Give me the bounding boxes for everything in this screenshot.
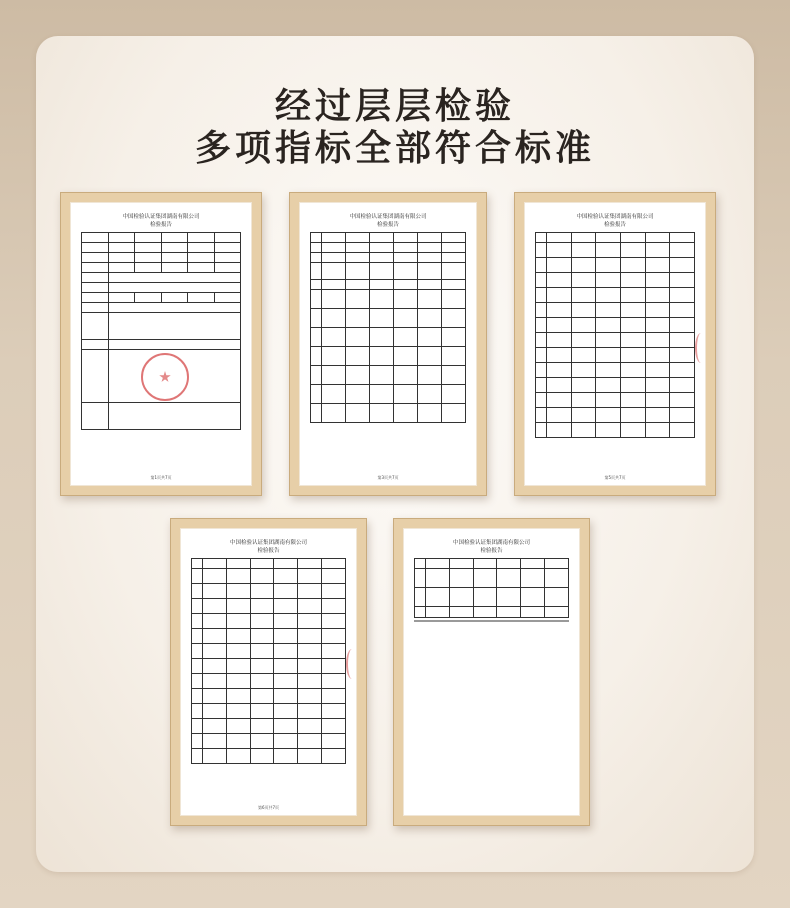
report-table	[414, 558, 569, 618]
report-title: 检验报告	[149, 222, 172, 228]
report-sheet	[180, 528, 357, 816]
headline-line-2: 多项指标全部符合标准	[194, 128, 595, 169]
seam-seal-icon	[346, 649, 357, 679]
report-sheet	[70, 202, 252, 486]
report-title: 检验报告	[480, 548, 503, 554]
report-sheet	[524, 202, 706, 486]
report-title: 检验报告	[376, 222, 399, 228]
report-organization: 中国检验认证集团湖南有限公司	[229, 540, 307, 546]
page-number: 第5页共7页	[604, 475, 626, 480]
report-organization: 中国检验认证集团湖南有限公司	[122, 214, 200, 220]
seam-seal-icon	[695, 333, 706, 363]
page-number: 第3页共7页	[377, 475, 399, 480]
certificate-frame-5	[393, 518, 590, 826]
report-table	[310, 232, 466, 423]
certificate-frame-4	[170, 518, 367, 826]
certificate-frame-2	[289, 192, 487, 496]
headline-line-1: 经过层层检验	[274, 86, 515, 127]
end-line	[414, 620, 569, 622]
report-sheet	[403, 528, 580, 816]
report-sheet	[299, 202, 477, 486]
certificate-frame-1	[60, 192, 262, 496]
report-table	[191, 558, 346, 764]
report-title: 检验报告	[257, 548, 280, 554]
report-organization: 中国检验认证集团湖南有限公司	[349, 214, 427, 220]
official-seal-icon	[141, 353, 189, 401]
report-table	[535, 232, 695, 438]
report-organization: 中国检验认证集团湖南有限公司	[576, 214, 654, 220]
certificate-frame-3	[514, 192, 716, 496]
page-number: 第1页共7页	[150, 475, 172, 480]
report-organization: 中国检验认证集团湖南有限公司	[452, 540, 530, 546]
report-title: 检验报告	[603, 222, 626, 228]
page-number: 第6页共7页	[257, 805, 280, 810]
